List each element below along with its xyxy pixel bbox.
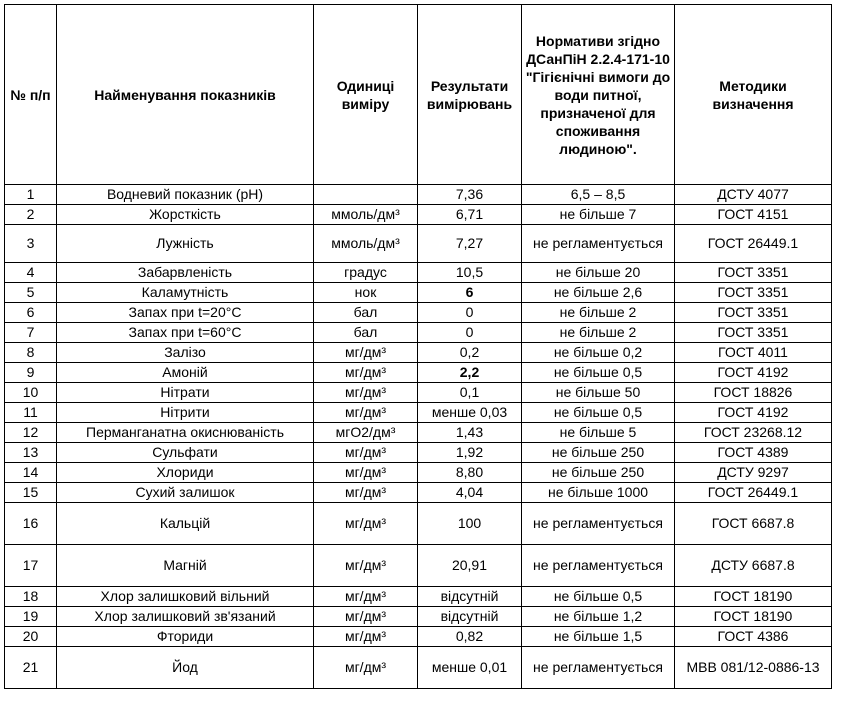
unit-cell: мг/дм³ (314, 443, 418, 463)
table-row (5, 363, 832, 383)
header-norms: Нормативи згідно ДСанПіН 2.2.4-171-10 "Гігієнічні вимоги до води питної, призначеної для споживання людиною". (522, 5, 675, 185)
result-cell: 1,92 (418, 443, 522, 463)
table-row (5, 587, 832, 607)
row-number-cell: 2 (5, 205, 57, 225)
row-number-cell: 12 (5, 423, 57, 443)
unit-cell: мг/дм³ (314, 463, 418, 483)
header-name: Найменування показників (57, 5, 314, 185)
unit-cell: мг/дм³ (314, 363, 418, 383)
result-cell: 4,04 (418, 483, 522, 503)
result-cell: 7,36 (418, 185, 522, 205)
row-number-cell: 10 (5, 383, 57, 403)
norm-cell: не більше 50 (522, 383, 675, 403)
indicator-name-cell: Сульфати (57, 443, 314, 463)
indicator-name-cell: Залізо (57, 343, 314, 363)
norm-cell: не більше 0,5 (522, 587, 675, 607)
table-row (5, 323, 832, 343)
method-cell: ГОСТ 4386 (675, 627, 832, 647)
unit-cell: градус (314, 263, 418, 283)
method-cell: ГОСТ 3351 (675, 303, 832, 323)
method-cell: ГОСТ 26449.1 (675, 225, 832, 263)
result-cell: відсутній (418, 587, 522, 607)
norm-cell: не більше 0,5 (522, 363, 675, 383)
norm-cell: не більше 2 (522, 303, 675, 323)
norm-cell: не регламентується (522, 503, 675, 545)
unit-cell: мг/дм³ (314, 383, 418, 403)
method-cell: ГОСТ 18826 (675, 383, 832, 403)
indicator-name-cell: Фториди (57, 627, 314, 647)
header-units: Одиниці виміру (314, 5, 418, 185)
indicator-name-cell: Водневий показник (pH) (57, 185, 314, 205)
row-number-cell: 14 (5, 463, 57, 483)
table-row (5, 545, 832, 587)
method-cell: ДСТУ 6687.8 (675, 545, 832, 587)
method-cell: МВВ 081/12-0886-13 (675, 647, 832, 689)
unit-cell: мг/дм³ (314, 545, 418, 587)
unit-cell: мг/дм³ (314, 503, 418, 545)
table-row (5, 423, 832, 443)
result-cell: 0,82 (418, 627, 522, 647)
norm-cell: не більше 250 (522, 443, 675, 463)
norm-cell: не більше 5 (522, 423, 675, 443)
indicator-name-cell: Каламутність (57, 283, 314, 303)
row-number-cell: 7 (5, 323, 57, 343)
method-cell: ГОСТ 4192 (675, 403, 832, 423)
norm-cell: не більше 250 (522, 463, 675, 483)
row-number-cell: 18 (5, 587, 57, 607)
indicator-name-cell: Магній (57, 545, 314, 587)
norm-cell: не регламентується (522, 647, 675, 689)
result-cell: 8,80 (418, 463, 522, 483)
table-row (5, 263, 832, 283)
unit-cell: мг/дм³ (314, 343, 418, 363)
method-cell: ГОСТ 23268.12 (675, 423, 832, 443)
method-cell: ГОСТ 6687.8 (675, 503, 832, 545)
result-cell: відсутній (418, 607, 522, 627)
table-row (5, 343, 832, 363)
unit-cell: ммоль/дм³ (314, 205, 418, 225)
method-cell: ГОСТ 3351 (675, 323, 832, 343)
result-cell: менше 0,01 (418, 647, 522, 689)
row-number-cell: 19 (5, 607, 57, 627)
header-results: Результати вимірювань (418, 5, 522, 185)
method-cell: ГОСТ 3351 (675, 263, 832, 283)
result-cell: 0,1 (418, 383, 522, 403)
indicator-name-cell: Кальцій (57, 503, 314, 545)
result-cell: 7,27 (418, 225, 522, 263)
norm-cell: не більше 0,2 (522, 343, 675, 363)
unit-cell: мг/дм³ (314, 607, 418, 627)
table-row (5, 483, 832, 503)
norm-cell: не більше 2,6 (522, 283, 675, 303)
row-number-cell: 11 (5, 403, 57, 423)
indicator-name-cell: Хлор залишковий зв'язаний (57, 607, 314, 627)
unit-cell: нок (314, 283, 418, 303)
unit-cell: мг/дм³ (314, 403, 418, 423)
unit-cell: бал (314, 303, 418, 323)
norm-cell: не більше 20 (522, 263, 675, 283)
result-cell: 10,5 (418, 263, 522, 283)
table-row (5, 205, 832, 225)
method-cell: ГОСТ 26449.1 (675, 483, 832, 503)
method-cell: ГОСТ 4389 (675, 443, 832, 463)
norm-cell: не більше 1000 (522, 483, 675, 503)
result-cell: 6 (418, 283, 522, 303)
indicator-name-cell: Запах при t=60°C (57, 323, 314, 343)
result-cell: 2,2 (418, 363, 522, 383)
table-row (5, 463, 832, 483)
row-number-cell: 17 (5, 545, 57, 587)
result-cell: 100 (418, 503, 522, 545)
unit-cell: ммоль/дм³ (314, 225, 418, 263)
norm-cell: не більше 0,5 (522, 403, 675, 423)
indicator-name-cell: Забарвленість (57, 263, 314, 283)
norm-cell: не більше 7 (522, 205, 675, 225)
table-row (5, 443, 832, 463)
norm-cell: не регламентується (522, 545, 675, 587)
table-row (5, 283, 832, 303)
row-number-cell: 6 (5, 303, 57, 323)
indicator-name-cell: Сухий залишок (57, 483, 314, 503)
indicator-name-cell: Йод (57, 647, 314, 689)
row-number-cell: 16 (5, 503, 57, 545)
indicator-name-cell: Нітрати (57, 383, 314, 403)
row-number-cell: 21 (5, 647, 57, 689)
table-row (5, 403, 832, 423)
header-row (5, 5, 832, 185)
row-number-cell: 5 (5, 283, 57, 303)
row-number-cell: 1 (5, 185, 57, 205)
unit-cell: мг/дм³ (314, 627, 418, 647)
method-cell: ГОСТ 3351 (675, 283, 832, 303)
norm-cell: не більше 1,5 (522, 627, 675, 647)
unit-cell (314, 185, 418, 205)
result-cell: 1,43 (418, 423, 522, 443)
method-cell: ГОСТ 18190 (675, 607, 832, 627)
method-cell: ГОСТ 4011 (675, 343, 832, 363)
water-analysis-table (4, 4, 832, 689)
table-row (5, 503, 832, 545)
table-row (5, 225, 832, 263)
indicator-name-cell: Хлор залишковий вільний (57, 587, 314, 607)
indicator-name-cell: Лужність (57, 225, 314, 263)
row-number-cell: 20 (5, 627, 57, 647)
result-cell: 20,91 (418, 545, 522, 587)
indicator-name-cell: Хлориди (57, 463, 314, 483)
result-cell: 0 (418, 303, 522, 323)
table-body (5, 185, 832, 689)
method-cell: ДСТУ 9297 (675, 463, 832, 483)
row-number-cell: 9 (5, 363, 57, 383)
indicator-name-cell: Амоній (57, 363, 314, 383)
norm-cell: не регламентується (522, 225, 675, 263)
header-methods: Методики визначення (675, 5, 832, 185)
norm-cell: 6,5 – 8,5 (522, 185, 675, 205)
result-cell: 6,71 (418, 205, 522, 225)
unit-cell: мгО2/дм³ (314, 423, 418, 443)
indicator-name-cell: Жорсткість (57, 205, 314, 225)
row-number-cell: 3 (5, 225, 57, 263)
row-number-cell: 4 (5, 263, 57, 283)
indicator-name-cell: Нітрити (57, 403, 314, 423)
unit-cell: мг/дм³ (314, 647, 418, 689)
unit-cell: мг/дм³ (314, 483, 418, 503)
indicator-name-cell: Запах при t=20°C (57, 303, 314, 323)
header-num: № п/п (5, 5, 57, 185)
norm-cell: не більше 1,2 (522, 607, 675, 627)
result-cell: менше 0,03 (418, 403, 522, 423)
row-number-cell: 15 (5, 483, 57, 503)
table-row (5, 185, 832, 205)
table-row (5, 303, 832, 323)
method-cell: ГОСТ 4192 (675, 363, 832, 383)
indicator-name-cell: Перманганатна окиснюваність (57, 423, 314, 443)
method-cell: ГОСТ 4151 (675, 205, 832, 225)
unit-cell: бал (314, 323, 418, 343)
method-cell: ГОСТ 18190 (675, 587, 832, 607)
table-row (5, 647, 832, 689)
unit-cell: мг/дм³ (314, 587, 418, 607)
table-row (5, 607, 832, 627)
table-row (5, 383, 832, 403)
result-cell: 0 (418, 323, 522, 343)
row-number-cell: 8 (5, 343, 57, 363)
table-row (5, 627, 832, 647)
result-cell: 0,2 (418, 343, 522, 363)
norm-cell: не більше 2 (522, 323, 675, 343)
row-number-cell: 13 (5, 443, 57, 463)
method-cell: ДСТУ 4077 (675, 185, 832, 205)
